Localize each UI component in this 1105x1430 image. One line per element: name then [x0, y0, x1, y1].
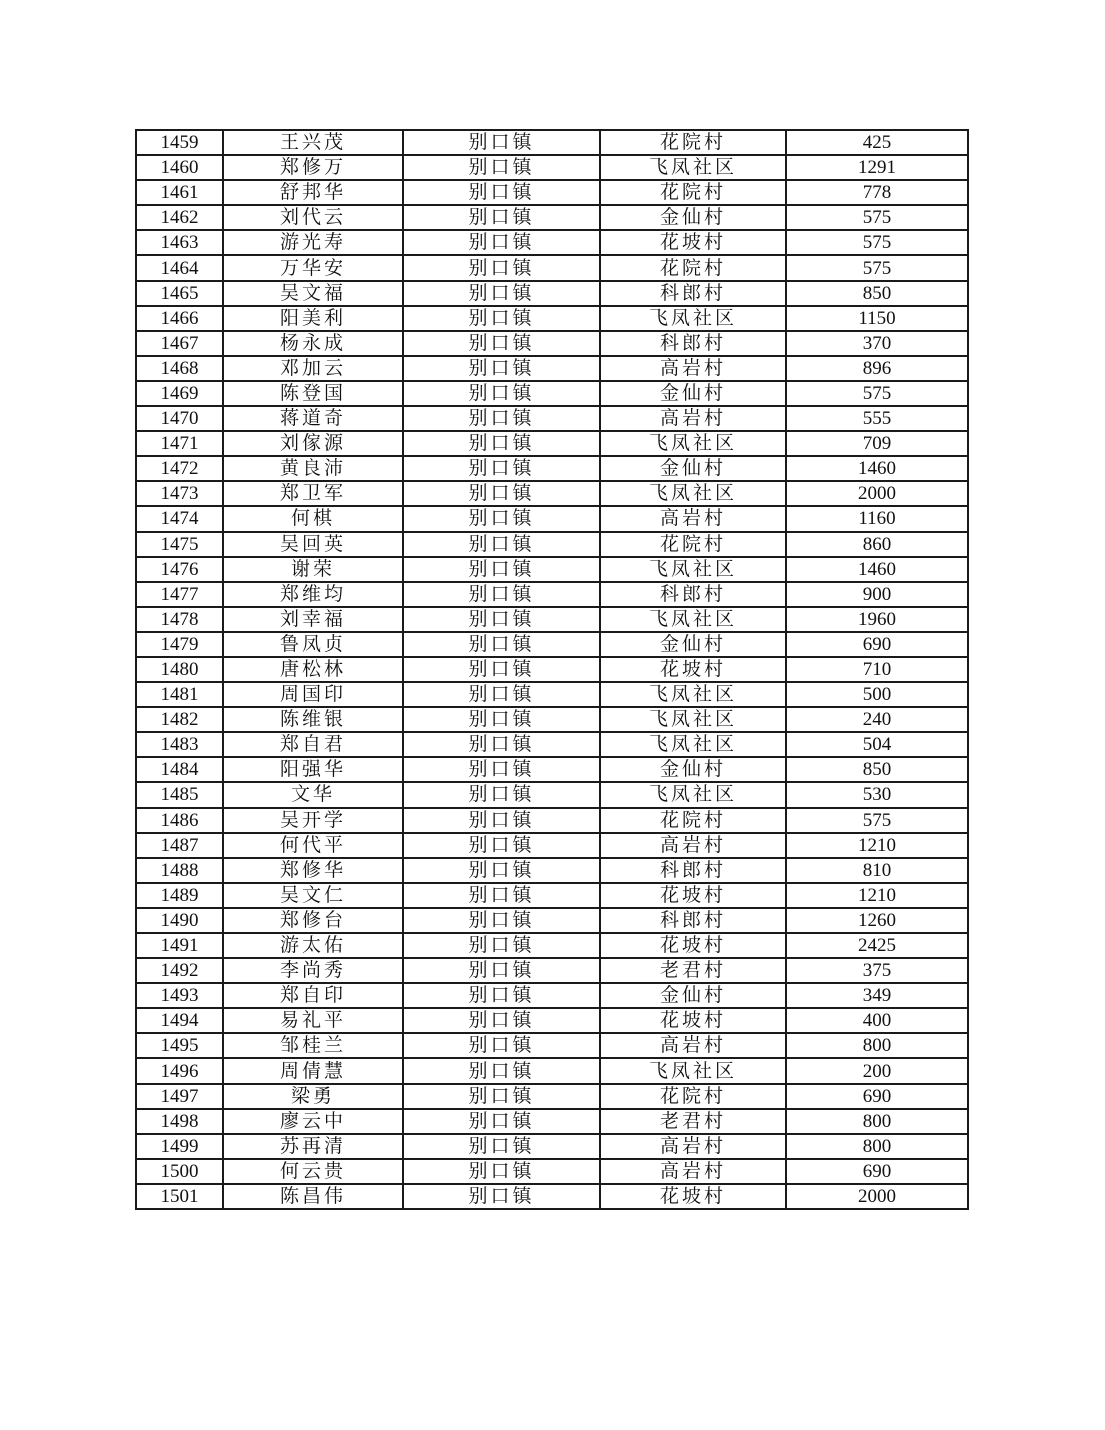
person-name-cell: 邓加云 — [223, 356, 403, 381]
village-cell: 科郎村 — [600, 281, 786, 306]
amount-cell: 370 — [786, 331, 968, 356]
village-cell: 金仙村 — [600, 632, 786, 657]
person-name-cell: 郑修万 — [223, 155, 403, 180]
table-row — [136, 933, 968, 958]
table-row — [136, 557, 968, 582]
town-cell: 别口镇 — [403, 1184, 600, 1209]
table-row — [136, 456, 968, 481]
table-row — [136, 858, 968, 883]
person-name-cell: 王兴茂 — [223, 130, 403, 155]
row-number-cell: 1475 — [136, 532, 223, 557]
village-cell: 飞凤社区 — [600, 707, 786, 732]
village-cell: 科郎村 — [600, 858, 786, 883]
table-row — [136, 732, 968, 757]
row-number-cell: 1499 — [136, 1134, 223, 1159]
amount-cell: 2000 — [786, 1184, 968, 1209]
table-row — [136, 632, 968, 657]
row-number-cell: 1469 — [136, 381, 223, 406]
row-number-cell: 1465 — [136, 281, 223, 306]
town-cell: 别口镇 — [403, 331, 600, 356]
amount-cell: 575 — [786, 205, 968, 230]
table-row — [136, 431, 968, 456]
person-name-cell: 郑维均 — [223, 582, 403, 607]
person-name-cell: 李尚秀 — [223, 958, 403, 983]
village-cell: 高岩村 — [600, 1134, 786, 1159]
person-name-cell: 周倩慧 — [223, 1058, 403, 1083]
table-row — [136, 1134, 968, 1159]
town-cell: 别口镇 — [403, 281, 600, 306]
village-cell: 老君村 — [600, 1109, 786, 1134]
table-row — [136, 506, 968, 531]
person-name-cell: 梁勇 — [223, 1084, 403, 1109]
row-number-cell: 1494 — [136, 1008, 223, 1033]
town-cell: 别口镇 — [403, 180, 600, 205]
village-cell: 飞凤社区 — [600, 1058, 786, 1083]
person-name-cell: 刘幸福 — [223, 607, 403, 632]
amount-cell: 900 — [786, 582, 968, 607]
row-number-cell: 1474 — [136, 506, 223, 531]
village-cell: 飞凤社区 — [600, 306, 786, 331]
amount-cell: 896 — [786, 356, 968, 381]
amount-cell: 240 — [786, 707, 968, 732]
town-cell: 别口镇 — [403, 858, 600, 883]
person-name-cell: 郑卫军 — [223, 481, 403, 506]
village-cell: 花坡村 — [600, 933, 786, 958]
person-name-cell: 廖云中 — [223, 1109, 403, 1134]
town-cell: 别口镇 — [403, 908, 600, 933]
town-cell: 别口镇 — [403, 582, 600, 607]
row-number-cell: 1484 — [136, 757, 223, 782]
amount-cell: 690 — [786, 1084, 968, 1109]
town-cell: 别口镇 — [403, 833, 600, 858]
amount-cell: 710 — [786, 657, 968, 682]
row-number-cell: 1480 — [136, 657, 223, 682]
town-cell: 别口镇 — [403, 958, 600, 983]
town-cell: 别口镇 — [403, 230, 600, 255]
village-cell: 金仙村 — [600, 757, 786, 782]
amount-cell: 690 — [786, 632, 968, 657]
amount-cell: 500 — [786, 682, 968, 707]
town-cell: 别口镇 — [403, 431, 600, 456]
table-row — [136, 1033, 968, 1058]
village-cell: 花坡村 — [600, 657, 786, 682]
amount-cell: 1260 — [786, 908, 968, 933]
table-row — [136, 657, 968, 682]
person-name-cell: 何云贵 — [223, 1159, 403, 1184]
town-cell: 别口镇 — [403, 757, 600, 782]
town-cell: 别口镇 — [403, 1058, 600, 1083]
row-number-cell: 1496 — [136, 1058, 223, 1083]
row-number-cell: 1467 — [136, 331, 223, 356]
amount-cell: 1160 — [786, 506, 968, 531]
table-row — [136, 481, 968, 506]
table-row — [136, 381, 968, 406]
row-number-cell: 1481 — [136, 682, 223, 707]
row-number-cell: 1493 — [136, 983, 223, 1008]
amount-cell: 690 — [786, 1159, 968, 1184]
village-cell: 飞凤社区 — [600, 782, 786, 807]
row-number-cell: 1486 — [136, 808, 223, 833]
row-number-cell: 1460 — [136, 155, 223, 180]
amount-cell: 1460 — [786, 456, 968, 481]
row-number-cell: 1461 — [136, 180, 223, 205]
table-row — [136, 1184, 968, 1209]
table-row — [136, 908, 968, 933]
town-cell: 别口镇 — [403, 130, 600, 155]
amount-cell: 1210 — [786, 883, 968, 908]
row-number-cell: 1490 — [136, 908, 223, 933]
amount-cell: 1291 — [786, 155, 968, 180]
person-name-cell: 陈维银 — [223, 707, 403, 732]
table-body — [136, 130, 968, 1209]
row-number-cell: 1477 — [136, 582, 223, 607]
town-cell: 别口镇 — [403, 607, 600, 632]
village-cell: 花院村 — [600, 180, 786, 205]
person-name-cell: 陈昌伟 — [223, 1184, 403, 1209]
person-name-cell: 周国印 — [223, 682, 403, 707]
row-number-cell: 1492 — [136, 958, 223, 983]
village-cell: 科郎村 — [600, 908, 786, 933]
document-table-container — [135, 129, 969, 1210]
village-cell: 花院村 — [600, 808, 786, 833]
town-cell: 别口镇 — [403, 356, 600, 381]
table-row — [136, 958, 968, 983]
town-cell: 别口镇 — [403, 1109, 600, 1134]
table-row — [136, 883, 968, 908]
table-row — [136, 808, 968, 833]
row-number-cell: 1489 — [136, 883, 223, 908]
amount-cell: 530 — [786, 782, 968, 807]
village-cell: 金仙村 — [600, 381, 786, 406]
person-name-cell: 刘傢源 — [223, 431, 403, 456]
village-cell: 飞凤社区 — [600, 732, 786, 757]
person-name-cell: 吴文仁 — [223, 883, 403, 908]
town-cell: 别口镇 — [403, 255, 600, 280]
amount-cell: 349 — [786, 983, 968, 1008]
table-row — [136, 180, 968, 205]
row-number-cell: 1470 — [136, 406, 223, 431]
amount-cell: 800 — [786, 1033, 968, 1058]
amount-cell: 200 — [786, 1058, 968, 1083]
town-cell: 别口镇 — [403, 1159, 600, 1184]
village-cell: 飞凤社区 — [600, 431, 786, 456]
village-cell: 花坡村 — [600, 1008, 786, 1033]
village-cell: 老君村 — [600, 958, 786, 983]
row-number-cell: 1462 — [136, 205, 223, 230]
person-name-cell: 阳美利 — [223, 306, 403, 331]
village-cell: 金仙村 — [600, 456, 786, 481]
amount-cell: 575 — [786, 230, 968, 255]
village-cell: 花坡村 — [600, 230, 786, 255]
person-name-cell: 万华安 — [223, 255, 403, 280]
village-cell: 科郎村 — [600, 331, 786, 356]
town-cell: 别口镇 — [403, 657, 600, 682]
table-row — [136, 1058, 968, 1083]
table-row — [136, 331, 968, 356]
village-cell: 花院村 — [600, 532, 786, 557]
village-cell: 高岩村 — [600, 833, 786, 858]
amount-cell: 1150 — [786, 306, 968, 331]
town-cell: 别口镇 — [403, 532, 600, 557]
amount-cell: 504 — [786, 732, 968, 757]
amount-cell: 800 — [786, 1134, 968, 1159]
town-cell: 别口镇 — [403, 632, 600, 657]
row-number-cell: 1468 — [136, 356, 223, 381]
row-number-cell: 1501 — [136, 1184, 223, 1209]
row-number-cell: 1483 — [136, 732, 223, 757]
person-name-cell: 阳强华 — [223, 757, 403, 782]
row-number-cell: 1478 — [136, 607, 223, 632]
amount-cell: 1960 — [786, 607, 968, 632]
village-cell: 飞凤社区 — [600, 607, 786, 632]
person-name-cell: 鲁凤贞 — [223, 632, 403, 657]
table-row — [136, 582, 968, 607]
town-cell: 别口镇 — [403, 205, 600, 230]
amount-cell: 778 — [786, 180, 968, 205]
table-row — [136, 306, 968, 331]
table-row — [136, 356, 968, 381]
town-cell: 别口镇 — [403, 933, 600, 958]
town-cell: 别口镇 — [403, 983, 600, 1008]
row-number-cell: 1491 — [136, 933, 223, 958]
table-row — [136, 406, 968, 431]
town-cell: 别口镇 — [403, 782, 600, 807]
person-name-cell: 易礼平 — [223, 1008, 403, 1033]
table-row — [136, 281, 968, 306]
town-cell: 别口镇 — [403, 456, 600, 481]
person-name-cell: 游光寿 — [223, 230, 403, 255]
town-cell: 别口镇 — [403, 682, 600, 707]
table-row — [136, 757, 968, 782]
village-cell: 花坡村 — [600, 883, 786, 908]
village-cell: 高岩村 — [600, 506, 786, 531]
person-name-cell: 吴回英 — [223, 532, 403, 557]
amount-cell: 400 — [786, 1008, 968, 1033]
row-number-cell: 1482 — [136, 707, 223, 732]
table-row — [136, 983, 968, 1008]
row-number-cell: 1466 — [136, 306, 223, 331]
person-name-cell: 吴开学 — [223, 808, 403, 833]
person-name-cell: 邹桂兰 — [223, 1033, 403, 1058]
amount-cell: 800 — [786, 1109, 968, 1134]
village-cell: 花院村 — [600, 130, 786, 155]
town-cell: 别口镇 — [403, 506, 600, 531]
town-cell: 别口镇 — [403, 406, 600, 431]
row-number-cell: 1473 — [136, 481, 223, 506]
person-name-cell: 刘代云 — [223, 205, 403, 230]
village-cell: 高岩村 — [600, 406, 786, 431]
person-name-cell: 黄良沛 — [223, 456, 403, 481]
town-cell: 别口镇 — [403, 306, 600, 331]
person-name-cell: 何棋 — [223, 506, 403, 531]
person-name-cell: 唐松林 — [223, 657, 403, 682]
amount-cell: 555 — [786, 406, 968, 431]
table-row — [136, 532, 968, 557]
town-cell: 别口镇 — [403, 381, 600, 406]
amount-cell: 2000 — [786, 481, 968, 506]
village-cell: 高岩村 — [600, 1159, 786, 1184]
amount-cell: 575 — [786, 381, 968, 406]
town-cell: 别口镇 — [403, 1084, 600, 1109]
person-name-cell: 杨永成 — [223, 331, 403, 356]
table-row — [136, 255, 968, 280]
amount-cell: 575 — [786, 255, 968, 280]
village-cell: 金仙村 — [600, 205, 786, 230]
village-cell: 飞凤社区 — [600, 481, 786, 506]
person-name-cell: 郑自印 — [223, 983, 403, 1008]
amount-cell: 2425 — [786, 933, 968, 958]
table-row — [136, 682, 968, 707]
amount-cell: 375 — [786, 958, 968, 983]
person-name-cell: 郑修台 — [223, 908, 403, 933]
amount-cell: 850 — [786, 757, 968, 782]
row-number-cell: 1500 — [136, 1159, 223, 1184]
table-row — [136, 1084, 968, 1109]
amount-cell: 709 — [786, 431, 968, 456]
amount-cell: 575 — [786, 808, 968, 833]
table-row — [136, 130, 968, 155]
person-name-cell: 郑自君 — [223, 732, 403, 757]
table-row — [136, 155, 968, 180]
town-cell: 别口镇 — [403, 557, 600, 582]
village-cell: 花院村 — [600, 255, 786, 280]
person-name-cell: 谢荣 — [223, 557, 403, 582]
data-table — [135, 129, 969, 1210]
village-cell: 花院村 — [600, 1084, 786, 1109]
table-row — [136, 1109, 968, 1134]
village-cell: 科郎村 — [600, 582, 786, 607]
row-number-cell: 1497 — [136, 1084, 223, 1109]
row-number-cell: 1459 — [136, 130, 223, 155]
village-cell: 飞凤社区 — [600, 557, 786, 582]
amount-cell: 810 — [786, 858, 968, 883]
town-cell: 别口镇 — [403, 883, 600, 908]
amount-cell: 850 — [786, 281, 968, 306]
village-cell: 金仙村 — [600, 983, 786, 1008]
person-name-cell: 何代平 — [223, 833, 403, 858]
village-cell: 飞凤社区 — [600, 155, 786, 180]
person-name-cell: 苏再清 — [223, 1134, 403, 1159]
row-number-cell: 1471 — [136, 431, 223, 456]
row-number-cell: 1464 — [136, 255, 223, 280]
amount-cell: 425 — [786, 130, 968, 155]
table-row — [136, 707, 968, 732]
amount-cell: 1210 — [786, 833, 968, 858]
table-row — [136, 1008, 968, 1033]
table-row — [136, 607, 968, 632]
town-cell: 别口镇 — [403, 808, 600, 833]
town-cell: 别口镇 — [403, 1033, 600, 1058]
amount-cell: 860 — [786, 532, 968, 557]
row-number-cell: 1463 — [136, 230, 223, 255]
village-cell: 花坡村 — [600, 1184, 786, 1209]
person-name-cell: 舒邦华 — [223, 180, 403, 205]
row-number-cell: 1472 — [136, 456, 223, 481]
town-cell: 别口镇 — [403, 1008, 600, 1033]
row-number-cell: 1487 — [136, 833, 223, 858]
table-row — [136, 833, 968, 858]
village-cell: 高岩村 — [600, 356, 786, 381]
row-number-cell: 1498 — [136, 1109, 223, 1134]
town-cell: 别口镇 — [403, 1134, 600, 1159]
amount-cell: 1460 — [786, 557, 968, 582]
town-cell: 别口镇 — [403, 155, 600, 180]
town-cell: 别口镇 — [403, 732, 600, 757]
person-name-cell: 文华 — [223, 782, 403, 807]
row-number-cell: 1476 — [136, 557, 223, 582]
person-name-cell: 郑修华 — [223, 858, 403, 883]
person-name-cell: 吴文福 — [223, 281, 403, 306]
town-cell: 别口镇 — [403, 707, 600, 732]
table-row — [136, 205, 968, 230]
person-name-cell: 游太佑 — [223, 933, 403, 958]
table-row — [136, 782, 968, 807]
row-number-cell: 1488 — [136, 858, 223, 883]
person-name-cell: 陈登国 — [223, 381, 403, 406]
row-number-cell: 1479 — [136, 632, 223, 657]
row-number-cell: 1485 — [136, 782, 223, 807]
table-row — [136, 1159, 968, 1184]
town-cell: 别口镇 — [403, 481, 600, 506]
village-cell: 飞凤社区 — [600, 682, 786, 707]
table-row — [136, 230, 968, 255]
village-cell: 高岩村 — [600, 1033, 786, 1058]
row-number-cell: 1495 — [136, 1033, 223, 1058]
person-name-cell: 蒋道奇 — [223, 406, 403, 431]
